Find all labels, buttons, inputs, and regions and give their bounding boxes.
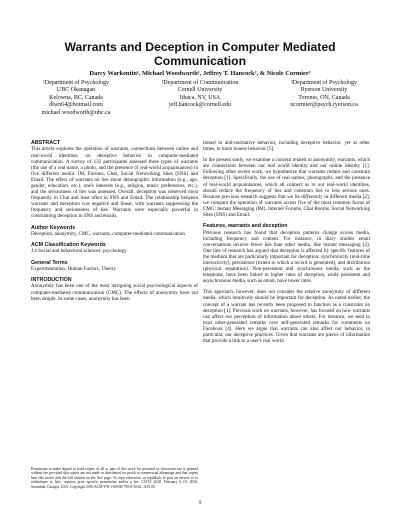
general-terms-heading: General Terms xyxy=(31,259,68,266)
abstract-heading: ABSTRACT xyxy=(31,140,61,146)
affiliation-email-2[interactable]: michael.woodworth@ubc.ca xyxy=(41,109,111,116)
author-list: Darcy Warkentin¹, Michael Woodworth¹, Jeffrey T. Hancock², & Nicole Cormier³ xyxy=(89,70,311,77)
body-paragraph: Previous research has found that deception patterns change across media, including frequency and content. For instance, in diary studies email conversations involve fewer lies than other media, like instant messaging [2]. One line of research has argued that deception is affected by specific features of the medium that are particularly important for deception: synchronicity (real-time interactivity), persistence (extent to which a record is generated), and distribution (physical separation). Non-persistent and synchronous media, such as the telephone, have been linked to higher rates of deception, while persistent and asynchronous media, such as email, have lower rates. xyxy=(203,229,370,285)
affiliation-institution: UBC Okanagan xyxy=(56,87,96,94)
affiliation-institution: Ryerson University xyxy=(300,87,348,94)
introduction-text: Anonymity has been one of the most intriguing social psychological aspects of computer-mediated communication (CMC). The effects of anonymity have not been simple. In some cases, anonymity has been xyxy=(31,283,198,302)
general-terms-text: Experimentation, Human Factors, Theory xyxy=(31,265,116,272)
affiliation-location: Toronto, ON, Canada xyxy=(298,94,350,101)
body-paragraph: This approach, however, does not consider the relative anonymity of different media, which intuitively should be important for deception. As noted earlier, the concept of a warrant has recently been proposed to function as a constraint on deception [1]. Previous work on warrants, however, has focused on how warrants can affect our perception of information about others. For instance, we tend to trust other-generated remarks over self-generated remarks for comments on Facebook [4]. Here we argue that warrants can also affect our behavior, in particular, our deceptive practices. Given that warrants are pieces of information that provide a link to a user's real world xyxy=(203,289,370,345)
abstract-text: This article explores the operation of warrants, connections between online and real-world identities, on deceptive behavior in computer-mediated communication. A survey of 132 participants assessed three types of warrants (the use of a real name, a photo, and the presence of real-world acquaintances) in five different media: IM, Forums, Chat, Social Networking Sites (SNS) and Email. The effect of warrants on lies about demographic information (e.g., age, gender, education, etc.), one's interests (e.g., religion, music preferences, etc.), and the seriousness of lies was assessed. Overall, deception was observed most frequently in Chat and least often in SNS and Email. The relationship between warrants and deception was negative and linear, with warrants suppressing the frequency and seriousness of lies. Warrants were especially powerful in constraining deception in SNS and emails. xyxy=(31,146,198,220)
keywords-text: Deception, anonymity, CMC, warrants, computer-mediated communication xyxy=(31,230,185,237)
affiliation-dept: ¹Department of Psychology xyxy=(42,80,110,86)
right-column xyxy=(203,140,370,349)
copyright-footnote: Permission to make digital or hard copies of all or part of this work for personal or classroom use is granted without fee provided that copies are not made or distributed for profit or commercial advantage and that copies bear this notice and the full citation on the first page. To copy otherwise, or republish, to post on servers or to redistribute to lists, requires prior specific permission and/or a fee. CSCW 2010, February 6–10, 2010, Savannah, Georgia, USA. Copyright 2010 ACM 978-1-60558-795-0/10/02...$10.00. xyxy=(31,467,198,489)
acm-heading: ACM Classification Keywords xyxy=(31,242,106,249)
affiliation-email[interactable]: jeff.hancock@cornell.edu xyxy=(168,102,232,109)
acm-text: J.4 Social and behavioral sciences: psychology xyxy=(31,248,127,255)
affiliation-institution: Cornell University xyxy=(177,87,223,94)
body-paragraph: In the present study, we examine a concept related to anonymity, warrants, which are connections between our real world identity and our online identity [1]. Following other recent work, we hypothesize that warrants reduce and constrain deception [1]. Specifically, the use of real names, photographs, and the presence of real-world acquaintances, which all connect us to our real-world identities, should reduce the frequency of lies and constrain lies to less serious ones. Because previous research suggests that we lie differently in different media [2], we compare the operation of warrants across five of the most common forms of CMC: Instant Messaging (IM), Internet Forums, Chat Rooms, Social Networking Sites (SNS) and Email. xyxy=(203,157,370,219)
affiliation-dept: ²Department of Communication xyxy=(161,80,239,86)
introduction-heading: INTRODUCTION xyxy=(31,277,72,284)
body-paragraph: linked to anti-normative behavior, including deceptive behavior, yet at other times, to more honest behavior [5]. xyxy=(203,140,370,153)
affiliation-location: Ithaca, NY, USA xyxy=(179,94,221,101)
page-number: 9 xyxy=(198,500,202,506)
paper-title: Warrants and Deception in Computer Mediated Communication xyxy=(64,40,336,68)
affiliations xyxy=(16,80,384,130)
affiliation-email[interactable]: dlwn64@hotmail.com xyxy=(49,102,103,109)
affiliation-email[interactable]: ncormier@psych.ryerson.ca xyxy=(290,102,358,109)
affiliation-1 xyxy=(16,80,136,117)
affiliation-2 xyxy=(140,80,260,110)
left-column xyxy=(31,140,198,307)
affiliation-3 xyxy=(264,80,384,110)
affiliation-dept: ³Department of Psychology xyxy=(290,80,358,86)
affiliation-location: Kelowna, BC, Canada xyxy=(49,94,103,101)
keywords-heading: Author Keywords xyxy=(31,224,76,231)
features-heading: Features, warrants and deception xyxy=(203,223,288,230)
